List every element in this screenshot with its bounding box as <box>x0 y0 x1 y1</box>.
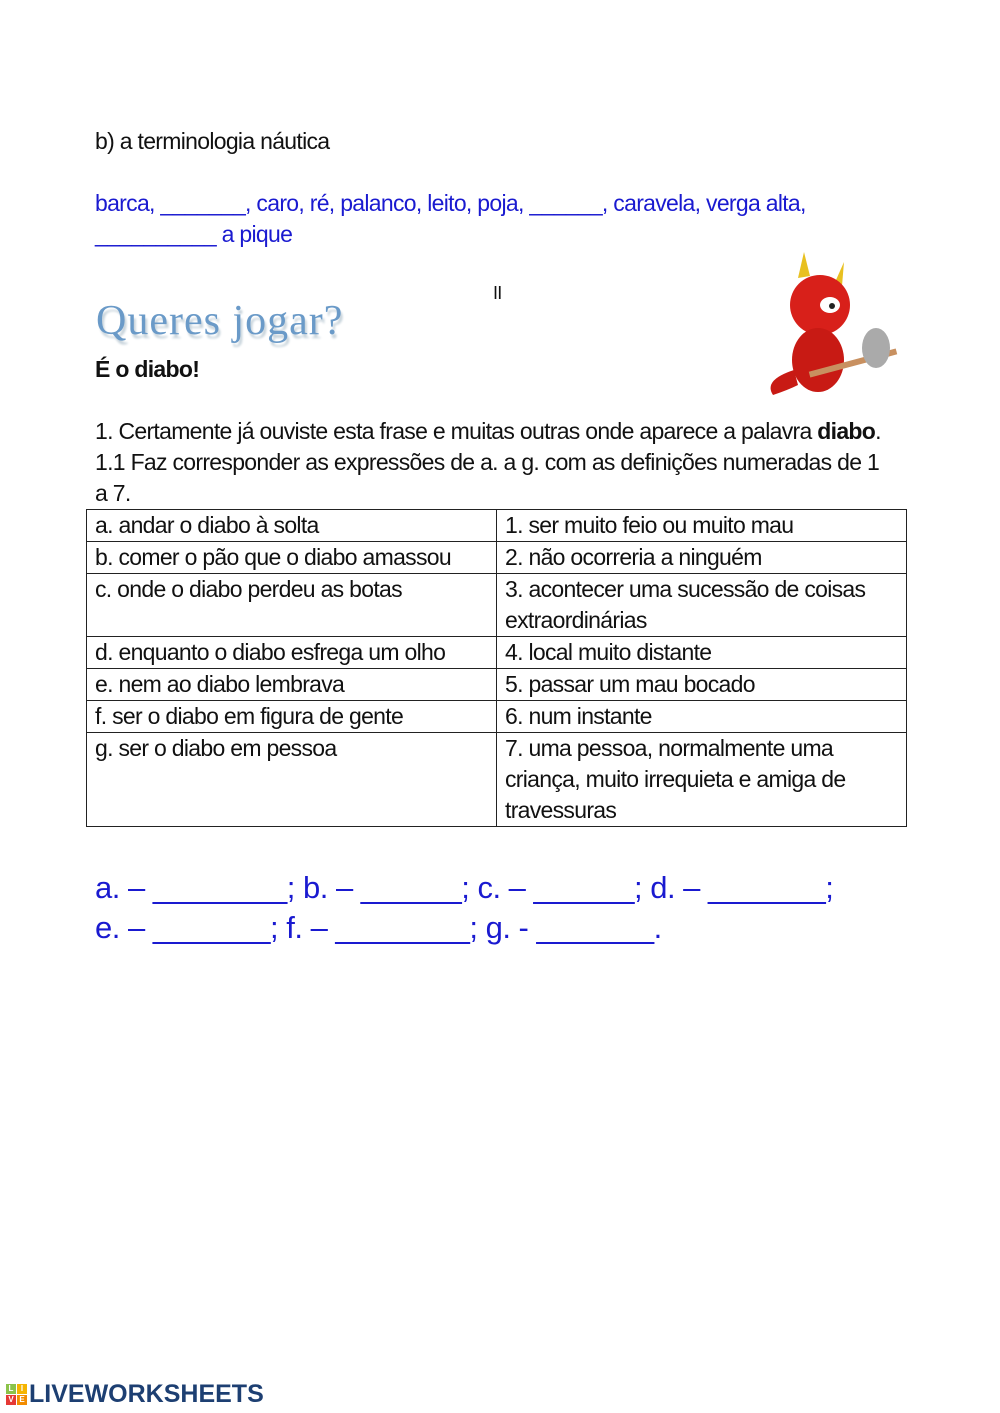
definition-cell: 2. não ocorreria a ninguém <box>497 542 907 574</box>
definition-cell: 4. local muito distante <box>497 637 907 669</box>
expression-cell: e. nem ao diabo lembrava <box>87 669 497 701</box>
definition-cell: 3. acontecer uma sucessão de coisas extraordinárias <box>497 574 907 637</box>
definition-cell: 5. passar um mau bocado <box>497 669 907 701</box>
devil-illustration <box>758 250 908 400</box>
table-row <box>87 669 907 701</box>
nautical-terms-line-2: __________ a pique <box>95 221 293 247</box>
expression-cell: g. ser o diabo em pessoa <box>87 733 497 827</box>
expression-cell: a. andar o diabo à solta <box>87 510 497 542</box>
question-1-text: 1. Certamente já ouviste esta frase e muitas outras onde aparece a palavra <box>95 418 818 444</box>
logo-text: LIVEWORKSHEETS <box>29 1380 264 1408</box>
definition-cell: 6. num instante <box>497 701 907 733</box>
table-row <box>87 542 907 574</box>
question-1-1-line-2: a 7. <box>95 480 131 506</box>
logo-squares-icon <box>6 1384 27 1405</box>
question-1-1-line-1: 1.1 Faz corresponder as expressões de a. a g. com as definições numeradas de 1 <box>95 449 880 475</box>
question-1-end: . <box>875 418 881 444</box>
subtitle: É o diabo! <box>95 356 200 382</box>
table-row <box>87 701 907 733</box>
game-title-wordart: Queres jogar? <box>96 298 344 344</box>
answer-line-1[interactable]: a. – ________; b. – ______; c. – ______; d. – _______; <box>95 870 834 905</box>
expression-cell: d. enquanto o diabo esfrega um olho <box>87 637 497 669</box>
answer-line-2[interactable]: e. – _______; f. – ________; g. - _______. <box>95 910 662 945</box>
logo-letter: I <box>17 1384 27 1394</box>
section-number: II <box>493 283 502 303</box>
nautical-terms-line-1: barca, _______, caro, ré, palanco, leito, poja, ______, caravela, verga alta, <box>95 190 806 216</box>
logo-letter: V <box>6 1395 16 1405</box>
expression-cell: f. ser o diabo em figura de gente <box>87 701 497 733</box>
table-row <box>87 733 907 827</box>
table-row <box>87 574 907 637</box>
table-row <box>87 637 907 669</box>
expression-cell: b. comer o pão que o diabo amassou <box>87 542 497 574</box>
table-row <box>87 510 907 542</box>
question-1 <box>95 416 881 447</box>
expression-cell: c. onde o diabo perdeu as botas <box>87 574 497 637</box>
liveworksheets-logo <box>6 1380 264 1409</box>
logo-letter: E <box>17 1395 27 1405</box>
definition-cell: 7. uma pessoa, normalmente uma criança, muito irrequieta e amiga de travessuras <box>497 733 907 827</box>
section-b-heading: b) a terminologia náutica <box>95 128 330 154</box>
matching-table <box>86 509 907 827</box>
definition-cell: 1. ser muito feio ou muito mau <box>497 510 907 542</box>
logo-letter: L <box>6 1384 16 1394</box>
question-1-bold-word: diabo <box>817 418 876 444</box>
